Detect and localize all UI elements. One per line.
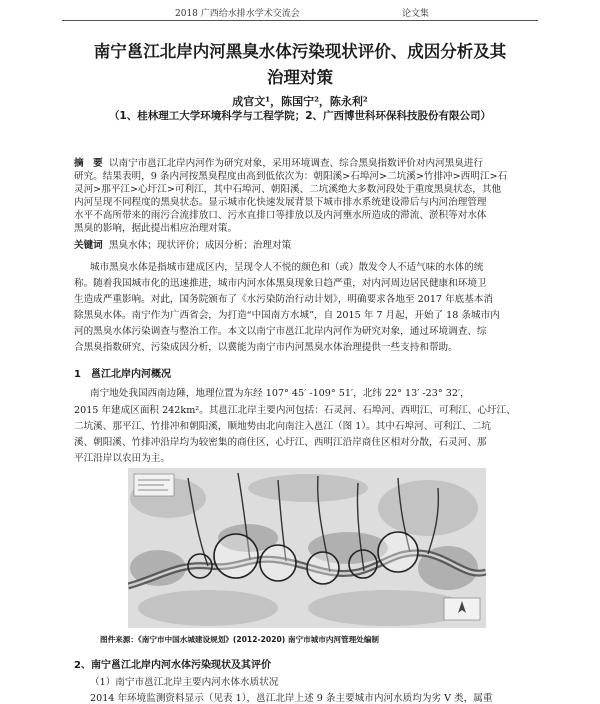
intro-line-6: 合黑臭指数研究、污染成因分析，以冀能为南宁市内河黑臭水体治理提供一些支持和帮助。 xyxy=(74,342,458,353)
running-header-left: 2018 广西给水排水学术交流会 xyxy=(175,9,300,19)
intro-line-1: 城市黑臭水体是指城市建成区内，呈现令人不悦的颜色和（或）散发令人不适气味的水体的统 xyxy=(90,262,484,273)
intro-line-5: 河的黑臭水体污染调查与整治工作。本文以南宁市邕江北岸内河作为研究对象，通过环境调查、综 xyxy=(74,326,487,337)
abstract-line-2: 研究。结果表明，9 条内河按黑臭程度由高到低依次为：朝阳溪>石埠河>二坑溪>竹排冲>西明江>石 xyxy=(74,171,508,182)
section-1-line-5: 平江沿岸以农田为主。 xyxy=(74,453,170,464)
abstract-line-1: 摘 要 以南宁市邕江北岸内河作为研究对象，采用环境调查、综合黑臭指数评价对内河黑臭进行 xyxy=(74,158,484,169)
abstract-label: 摘 要 xyxy=(74,158,103,169)
header-rule xyxy=(62,20,538,21)
keywords-line xyxy=(74,237,291,251)
abstract-line-6: 黑臭的影响，据此提出相应治理对策。 xyxy=(74,223,238,234)
section-2-heading: 2、南宁邕江北岸内河水体污染现状及其评价 xyxy=(74,660,271,671)
intro-line-3: 生造成严重影响。对此，国务院颁布了《水污染防治行动计划》，明确要求各地至 2017 年底基本消 xyxy=(74,294,494,305)
abstract-line-3: 灵河>那平江>心圩江>可利江，其中石埠河、朝阳溪、二坑溪绝大多数河段处于重度黑臭状态，其他 xyxy=(74,184,502,195)
paper-title-line-2: 治理对策 xyxy=(267,68,333,87)
map-graphic xyxy=(128,468,486,628)
section-1-line-4: 溪、朝阳溪、竹排冲沿岸均为较密集的商住区，心圩江、西明江沿岸商住区相对分散，石灵河、那 xyxy=(74,437,487,448)
intro-line-2: 称。随着我国城市化的迅速推进，城市内河水体黑臭现象日趋严重，对内河周边居民健康和环境卫 xyxy=(74,278,487,289)
section-1-heading: 1 邕江北岸内河概况 xyxy=(74,369,171,380)
paper-title-line-1: 南宁邕江北岸内河黑臭水体污染现状评价、成因分析及其 xyxy=(93,42,507,61)
author-list: 成官文¹，陈国宁²，陈永利² xyxy=(232,95,368,108)
affiliations: （1、桂林理工大学环境科学与工程学院；2、广西博世科环保科技股份有限公司） xyxy=(108,110,492,122)
section-1-line-1: 南宁地处我国西南边陲，地理位置为东经 107° 45′ -109° 51′，北纬 22° 13′ -23° 32′， xyxy=(90,388,470,399)
abstract-line-5: 水平不高所带来的雨污合流排放口、污水直排口等排放以及内河壅水所造成的滞流、淤积等对水体 xyxy=(74,210,487,221)
intro-line-4: 除黑臭水体。南宁作为广西省会，为打造“中国南方水城”，自 2015 年 7 月起，开始了 18 条城市内 xyxy=(74,310,500,321)
keywords-text: 黑臭水体；现状评价；成因分析；治理对策 xyxy=(108,240,292,251)
keywords-label: 关键词 xyxy=(74,240,103,251)
section-2-line-1: 2014 年环境监测资料显示（见表 1），邕江北岸上述 9 条主要城市内河水质均为劣 V 类，属重 xyxy=(90,693,493,704)
section-1-line-3: 二坑溪、那平江、竹排冲和朝阳溪，顺地势由北向南注入邕江（图 1）。其中石埠河、可利江、二坑 xyxy=(74,421,491,432)
abstract-line-4: 内河呈现不同程度的黑臭状态。显示城市化快速发展背景下城市排水系统建设滞后与内河治理管理 xyxy=(74,197,487,208)
section-1-line-2: 2015 年建成区面积 242km²。其邕江北岸主要内河包括：石灵河、石埠河、西明江、可利江、心圩江、 xyxy=(74,405,516,416)
section-2-subheading: （1）南宁市邕江北岸主要内河水体水质状况 xyxy=(90,677,279,688)
figure-1-caption: 图件来源：《南宁市中国水城建设规划》(2012-2020) 南宁市城市内河管理处编制 xyxy=(100,635,380,644)
running-header-right: 论文集 xyxy=(402,9,430,19)
figure-1-river-map xyxy=(128,468,486,628)
